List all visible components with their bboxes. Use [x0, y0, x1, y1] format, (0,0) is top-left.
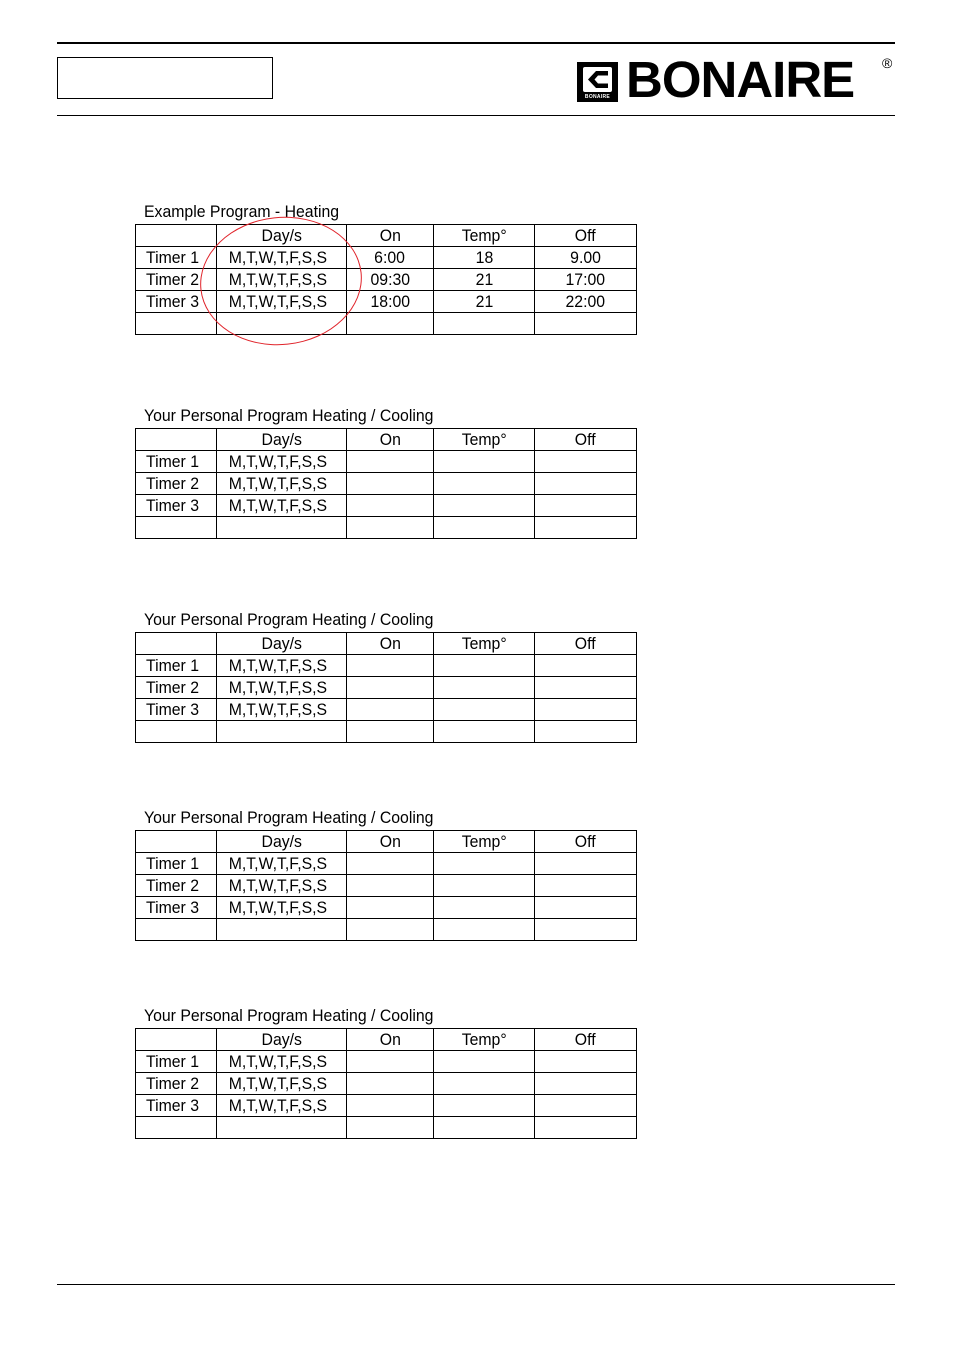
table-row: [136, 291, 637, 313]
table-cell: [217, 517, 347, 539]
table-cell: [347, 699, 434, 721]
table-cell: [535, 919, 637, 941]
table-row: [136, 247, 637, 269]
table-cell: [434, 677, 535, 699]
table-cell: [217, 853, 347, 875]
table-row: [136, 677, 637, 699]
column-header: [434, 1029, 535, 1051]
table-cell: [434, 1073, 535, 1095]
table-cell: [217, 875, 347, 897]
table-cell: [535, 473, 637, 495]
cell-value: Timer 3: [145, 292, 200, 311]
cell-value: Timer 3: [145, 496, 200, 515]
table-cell: [347, 269, 434, 291]
table-row: [136, 897, 637, 919]
table-cell: [217, 1095, 347, 1117]
table-cell: [217, 655, 347, 677]
table-row: [136, 699, 637, 721]
program-table: [135, 428, 637, 539]
table-cell: [136, 1117, 217, 1139]
table-cell: [136, 451, 217, 473]
section-caption: Example Program - Heating: [144, 202, 340, 221]
cell-value: M,T,W,T,F,S,S: [228, 1074, 328, 1093]
table-cell: [136, 853, 217, 875]
column-header: [347, 225, 434, 247]
column-header: [217, 1029, 347, 1051]
table-cell: [535, 313, 637, 335]
table-cell: [217, 1073, 347, 1095]
column-header: [136, 831, 217, 853]
table-cell: [217, 451, 347, 473]
table-cell: [347, 875, 434, 897]
cell-value: Timer 2: [145, 876, 200, 895]
table-cell: [434, 495, 535, 517]
table-row: [136, 473, 637, 495]
table-row: [136, 1095, 637, 1117]
cell-value: Timer 3: [145, 898, 200, 917]
table-cell: [217, 313, 347, 335]
table-cell: [535, 451, 637, 473]
table-cell: [535, 699, 637, 721]
cell-value: M,T,W,T,F,S,S: [228, 876, 328, 895]
table-cell: [217, 677, 347, 699]
cell-value: Timer 2: [145, 474, 200, 493]
table-cell: [136, 313, 217, 335]
cell-value: Timer 1: [145, 248, 200, 267]
cell-value: Timer 1: [145, 656, 200, 675]
table-cell: [434, 853, 535, 875]
table-cell: [136, 473, 217, 495]
cell-value: M,T,W,T,F,S,S: [228, 270, 328, 289]
table-cell: [136, 655, 217, 677]
table-cell: [347, 313, 434, 335]
cell-value: 9.00: [570, 248, 601, 267]
table-cell: [136, 721, 217, 743]
column-header-label: Temp°: [461, 634, 507, 653]
table-cell: [347, 853, 434, 875]
cell-value: Timer 1: [145, 854, 200, 873]
cell-value: M,T,W,T,F,S,S: [228, 854, 328, 873]
column-header-label: On: [379, 226, 401, 245]
cell-value: 18: [475, 248, 493, 267]
cell-value: Timer 3: [145, 1096, 200, 1115]
table-cell: [434, 247, 535, 269]
table-cell: [347, 473, 434, 495]
cell-value: M,T,W,T,F,S,S: [228, 656, 328, 675]
table-cell: [217, 897, 347, 919]
program-table: [135, 830, 637, 941]
table-cell: [535, 247, 637, 269]
column-header: [217, 429, 347, 451]
table-cell: [347, 517, 434, 539]
column-header-label: On: [379, 634, 401, 653]
cell-value: Timer 3: [145, 700, 200, 719]
section-caption: Your Personal Program Heating / Cooling: [144, 1006, 434, 1025]
column-header: [535, 1029, 637, 1051]
table-row: [136, 313, 637, 335]
column-header: [217, 633, 347, 655]
table-cell: [347, 1051, 434, 1073]
table-cell: [434, 875, 535, 897]
cell-value: M,T,W,T,F,S,S: [228, 1096, 328, 1115]
table-cell: [136, 897, 217, 919]
table-cell: [217, 699, 347, 721]
table-cell: [347, 495, 434, 517]
column-header-label: On: [379, 1030, 401, 1049]
table-cell: [434, 897, 535, 919]
column-header-label: Day/s: [261, 1030, 302, 1049]
table-cell: [136, 495, 217, 517]
column-header-label: Off: [575, 634, 596, 653]
registered-mark: ®: [882, 55, 893, 71]
cell-value: Timer 2: [145, 1074, 200, 1093]
column-header: [217, 225, 347, 247]
table-row: [136, 269, 637, 291]
brand-wordmark: BONAIRE: [626, 51, 855, 108]
cell-value: 21: [475, 292, 493, 311]
top-rule: [57, 42, 895, 44]
table-cell: [434, 451, 535, 473]
table-cell: [136, 1073, 217, 1095]
program-table: [135, 1028, 637, 1139]
logo-mark-text: BONAIRE: [584, 94, 611, 100]
table-cell: [535, 875, 637, 897]
table-cell: [347, 919, 434, 941]
table-cell: [434, 1117, 535, 1139]
table-cell: [535, 897, 637, 919]
cell-value: 21: [475, 270, 493, 289]
column-header-label: Day/s: [261, 634, 302, 653]
table-cell: [535, 517, 637, 539]
cell-value: M,T,W,T,F,S,S: [228, 474, 328, 493]
column-header: [535, 831, 637, 853]
table-cell: [347, 897, 434, 919]
cell-value: M,T,W,T,F,S,S: [228, 452, 328, 471]
column-header-label: Off: [575, 226, 596, 245]
cell-value: Timer 1: [145, 1052, 200, 1071]
column-header: [136, 225, 217, 247]
program-table: [135, 224, 637, 335]
column-header: [535, 633, 637, 655]
table-cell: [217, 1117, 347, 1139]
cell-value: Timer 1: [145, 452, 200, 471]
table-cell: [535, 1051, 637, 1073]
table-cell: [434, 1051, 535, 1073]
table-cell: [347, 1073, 434, 1095]
table-row: [136, 853, 637, 875]
cell-value: M,T,W,T,F,S,S: [228, 898, 328, 917]
table-cell: [136, 875, 217, 897]
column-header-label: Off: [575, 832, 596, 851]
table-cell: [434, 699, 535, 721]
table-cell: [136, 919, 217, 941]
cell-value: 22:00: [565, 292, 606, 311]
cell-value: 18:00: [370, 292, 410, 311]
column-header: [347, 633, 434, 655]
header-box: [57, 57, 273, 99]
cell-value: M,T,W,T,F,S,S: [228, 678, 328, 697]
table-cell: [217, 495, 347, 517]
table-cell: [434, 473, 535, 495]
table-cell: [217, 247, 347, 269]
table-cell: [535, 853, 637, 875]
cell-value: Timer 2: [145, 678, 200, 697]
table-row: [136, 1073, 637, 1095]
column-header: [136, 633, 217, 655]
table-cell: [535, 677, 637, 699]
column-header-label: Temp°: [461, 226, 507, 245]
table-cell: [136, 517, 217, 539]
table-cell: [535, 269, 637, 291]
column-header-label: Temp°: [461, 430, 507, 449]
table-cell: [434, 313, 535, 335]
section-caption: Your Personal Program Heating / Cooling: [144, 610, 434, 629]
table-cell: [347, 677, 434, 699]
column-header: [434, 225, 535, 247]
table-cell: [535, 1073, 637, 1095]
table-cell: [217, 721, 347, 743]
column-header: [434, 831, 535, 853]
table-cell: [535, 495, 637, 517]
table-row: [136, 919, 637, 941]
table-cell: [434, 1095, 535, 1117]
cell-value: 6:00: [374, 248, 406, 267]
table-header-row: [136, 1029, 637, 1051]
table-row: [136, 495, 637, 517]
table-cell: [347, 1095, 434, 1117]
cell-value: 09:30: [370, 270, 410, 289]
table-header-row: [136, 831, 637, 853]
column-header: [535, 225, 637, 247]
column-header: [347, 831, 434, 853]
table-cell: [217, 291, 347, 313]
table-header-row: [136, 225, 637, 247]
header-underline: [57, 115, 895, 116]
cell-value: M,T,W,T,F,S,S: [228, 292, 328, 311]
table-row: [136, 655, 637, 677]
column-header-label: Day/s: [261, 430, 302, 449]
cell-value: M,T,W,T,F,S,S: [228, 700, 328, 719]
table-cell: [347, 1117, 434, 1139]
table-cell: [136, 1051, 217, 1073]
table-row: [136, 451, 637, 473]
table-cell: [434, 269, 535, 291]
column-header-label: On: [379, 832, 401, 851]
section-caption: Your Personal Program Heating / Cooling: [144, 406, 434, 425]
table-cell: [217, 473, 347, 495]
footer-rule: [57, 1284, 895, 1285]
table-cell: [535, 1095, 637, 1117]
table-header-row: [136, 429, 637, 451]
column-header-label: Off: [575, 1030, 596, 1049]
table-cell: [535, 1117, 637, 1139]
table-cell: [136, 269, 217, 291]
table-cell: [434, 517, 535, 539]
table-cell: [535, 291, 637, 313]
table-cell: [217, 269, 347, 291]
column-header-label: Temp°: [461, 832, 507, 851]
table-cell: [136, 677, 217, 699]
column-header-label: Temp°: [461, 1030, 507, 1049]
table-cell: [347, 655, 434, 677]
table-cell: [217, 1051, 347, 1073]
table-cell: [347, 247, 434, 269]
table-cell: [434, 655, 535, 677]
table-row: [136, 517, 637, 539]
table-cell: [434, 721, 535, 743]
table-cell: [434, 919, 535, 941]
table-cell: [136, 291, 217, 313]
column-header: [136, 1029, 217, 1051]
column-header-label: Off: [575, 430, 596, 449]
cell-value: M,T,W,T,F,S,S: [228, 1052, 328, 1071]
column-header-label: On: [379, 430, 401, 449]
program-table: [135, 632, 637, 743]
cell-value: M,T,W,T,F,S,S: [228, 496, 328, 515]
table-row: [136, 1117, 637, 1139]
table-cell: [217, 919, 347, 941]
table-cell: [535, 721, 637, 743]
column-header: [434, 633, 535, 655]
column-header: [347, 429, 434, 451]
column-header: [434, 429, 535, 451]
column-header-label: Day/s: [261, 832, 302, 851]
table-row: [136, 721, 637, 743]
table-row: [136, 875, 637, 897]
table-cell: [347, 451, 434, 473]
column-header: [535, 429, 637, 451]
table-cell: [347, 291, 434, 313]
table-cell: [535, 655, 637, 677]
section-caption: Your Personal Program Heating / Cooling: [144, 808, 434, 827]
bonaire-logo-mark-icon: [577, 62, 618, 102]
column-header: [217, 831, 347, 853]
cell-value: 17:00: [565, 270, 606, 289]
table-row: [136, 1051, 637, 1073]
table-header-row: [136, 633, 637, 655]
column-header-label: Day/s: [261, 226, 302, 245]
table-cell: [136, 699, 217, 721]
column-header: [136, 429, 217, 451]
column-header: [347, 1029, 434, 1051]
table-cell: [136, 247, 217, 269]
table-cell: [136, 1095, 217, 1117]
table-cell: [434, 291, 535, 313]
table-cell: [347, 721, 434, 743]
bonaire-logo: [577, 51, 897, 108]
cell-value: Timer 2: [145, 270, 200, 289]
cell-value: M,T,W,T,F,S,S: [228, 248, 328, 267]
